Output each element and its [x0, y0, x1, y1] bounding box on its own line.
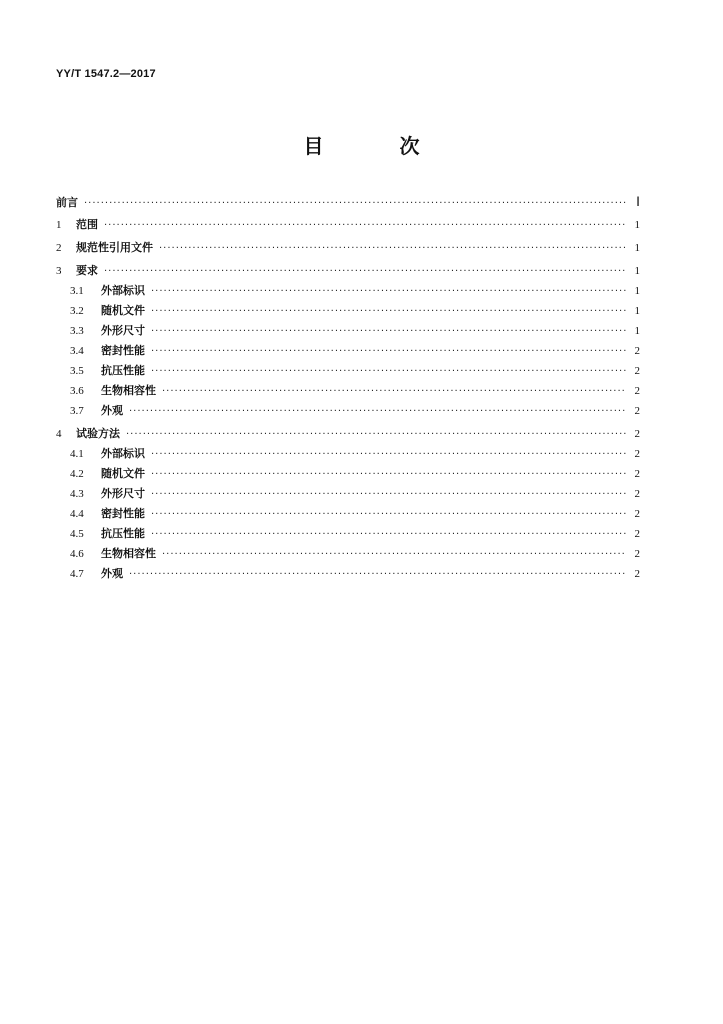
toc-entry-label: 规范性引用文件	[76, 241, 153, 254]
toc-entry-page: 2	[634, 568, 640, 580]
toc-entry-number: 3.7	[70, 405, 84, 417]
toc-entry-label: 外部标识	[101, 284, 145, 297]
toc-entry-label: 密封性能	[101, 344, 145, 357]
toc-entry-number: 4.3	[70, 488, 84, 500]
toc-entry-page: 2	[634, 405, 640, 417]
toc-entry[interactable]	[56, 192, 640, 212]
toc-entry[interactable]	[56, 341, 640, 361]
toc-entry-number: 3	[56, 265, 62, 277]
toc-leader-dots	[151, 302, 626, 322]
toc-entry[interactable]	[56, 444, 640, 464]
toc-leader-dots	[104, 216, 626, 236]
toc-leader-dots	[151, 445, 626, 465]
toc-leader-dots	[126, 425, 626, 445]
toc-entry-label: 生物相容性	[101, 384, 156, 397]
toc-entry[interactable]	[56, 301, 640, 321]
toc-entry-page: 2	[634, 385, 640, 397]
toc-entry-page: 2	[634, 468, 640, 480]
toc-entry-label: 外形尺寸	[101, 487, 145, 500]
toc-leader-dots	[151, 282, 626, 302]
toc-entry-number: 4.6	[70, 548, 84, 560]
toc-entry-label: 生物相容性	[101, 547, 156, 560]
toc-entry-page: 2	[634, 448, 640, 460]
page-title: 目 次	[303, 134, 448, 158]
toc-entry-number: 3.5	[70, 365, 84, 377]
toc-entry[interactable]	[56, 261, 640, 281]
toc-leader-dots	[151, 485, 626, 505]
toc-entry-page: 2	[634, 508, 640, 520]
toc-entry-label: 范围	[76, 218, 98, 231]
toc-entry-page: Ⅰ	[636, 194, 640, 209]
toc-entry[interactable]	[56, 401, 640, 421]
toc-entry-number: 4	[56, 428, 62, 440]
toc-entry[interactable]	[56, 238, 640, 258]
toc-entry-number: 4.2	[70, 468, 84, 480]
toc-leader-dots	[162, 545, 626, 565]
toc-entry-page: 1	[634, 219, 640, 231]
toc-entry-number: 4.4	[70, 508, 84, 520]
toc-entry[interactable]	[56, 321, 640, 341]
toc-leader-dots	[151, 505, 626, 525]
toc-entry-page: 2	[634, 428, 640, 440]
toc-entry-page: 1	[634, 305, 640, 317]
toc-entry-label: 外形尺寸	[101, 324, 145, 337]
toc-entry-label: 外观	[101, 567, 123, 580]
toc-entry-page: 2	[634, 365, 640, 377]
toc-leader-dots	[129, 565, 626, 585]
toc-entry-label: 密封性能	[101, 507, 145, 520]
toc-entry[interactable]	[56, 564, 640, 584]
toc-entry-label: 要求	[76, 264, 98, 277]
toc-entry[interactable]	[56, 281, 640, 301]
table-of-contents	[56, 192, 640, 584]
toc-entry[interactable]	[56, 424, 640, 444]
toc-entry-number: 1	[56, 219, 62, 231]
toc-entry-label: 前言	[56, 196, 78, 209]
toc-entry[interactable]	[56, 381, 640, 401]
toc-leader-dots	[84, 194, 626, 214]
toc-entry[interactable]	[56, 544, 640, 564]
standard-code: YY/T 1547.2—2017	[56, 68, 156, 80]
toc-entry-page: 1	[634, 285, 640, 297]
toc-entry-number: 2	[56, 242, 62, 254]
toc-entry-page: 2	[634, 345, 640, 357]
toc-entry-label: 随机文件	[101, 304, 145, 317]
toc-leader-dots	[104, 262, 626, 282]
toc-entry-number: 4.1	[70, 448, 84, 460]
toc-entry-label: 外部标识	[101, 447, 145, 460]
toc-leader-dots	[151, 322, 626, 342]
toc-leader-dots	[151, 342, 626, 362]
toc-entry-page: 1	[634, 242, 640, 254]
toc-entry[interactable]	[56, 215, 640, 235]
toc-entry[interactable]	[56, 361, 640, 381]
toc-entry[interactable]	[56, 504, 640, 524]
toc-entry-page: 2	[634, 528, 640, 540]
toc-leader-dots	[162, 382, 626, 402]
toc-entry[interactable]	[56, 524, 640, 544]
toc-entry-page: 2	[634, 548, 640, 560]
toc-entry-page: 1	[634, 265, 640, 277]
toc-leader-dots	[151, 465, 626, 485]
toc-leader-dots	[151, 525, 626, 545]
toc-entry-label: 抗压性能	[101, 364, 145, 377]
toc-leader-dots	[129, 402, 626, 422]
toc-entry[interactable]	[56, 464, 640, 484]
toc-leader-dots	[159, 239, 626, 259]
toc-entry-number: 3.6	[70, 385, 84, 397]
toc-entry-number: 3.3	[70, 325, 84, 337]
toc-entry-label: 抗压性能	[101, 527, 145, 540]
toc-entry-label: 外观	[101, 404, 123, 417]
toc-entry-number: 4.5	[70, 528, 84, 540]
toc-entry-page: 1	[634, 325, 640, 337]
toc-entry-page: 2	[634, 488, 640, 500]
toc-entry[interactable]	[56, 484, 640, 504]
toc-entry-number: 3.2	[70, 305, 84, 317]
toc-entry-label: 试验方法	[76, 427, 120, 440]
toc-entry-label: 随机文件	[101, 467, 145, 480]
toc-entry-number: 3.1	[70, 285, 84, 297]
toc-leader-dots	[151, 362, 626, 382]
toc-entry-number: 4.7	[70, 568, 84, 580]
toc-entry-number: 3.4	[70, 345, 84, 357]
